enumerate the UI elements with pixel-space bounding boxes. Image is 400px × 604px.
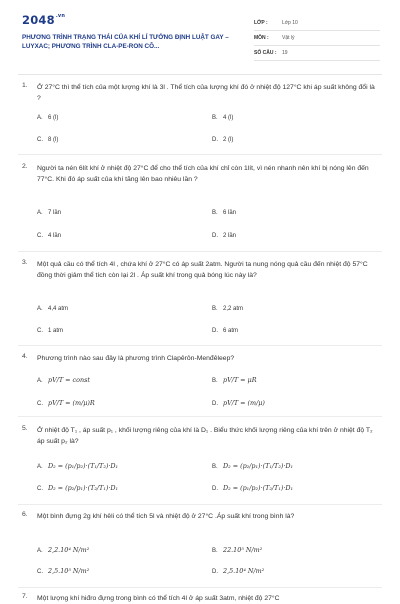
option-value: 2,5.10⁵ N/m² — [48, 567, 90, 575]
option-letter: A. — [37, 115, 43, 121]
option-text: 2 (l) — [223, 137, 234, 143]
option-a[interactable] — [37, 210, 61, 216]
worksheet-header — [0, 0, 400, 62]
option-b[interactable] — [212, 376, 257, 384]
mon-value: Vật lý — [282, 35, 295, 41]
option-letter: C. — [37, 401, 43, 407]
option-text: 4 (l) — [223, 115, 234, 121]
option-a[interactable] — [37, 462, 118, 470]
option-letter: C. — [37, 328, 43, 334]
mon-label: MÔN : — [254, 35, 269, 41]
option-letter: B. — [212, 378, 218, 384]
logo-suffix: .vn — [55, 13, 66, 19]
question-text: Phương trình nào sau đây là phương trình Clapêrôn-Menđêleep? — [37, 355, 235, 362]
meta-row-socau — [254, 46, 380, 61]
question-number: 4. — [22, 353, 28, 360]
option-letter: B. — [212, 464, 218, 470]
option-d[interactable] — [212, 484, 293, 492]
option-letter: D. — [212, 401, 218, 407]
option-text: 6 atm — [223, 328, 239, 334]
option-letter: C. — [37, 233, 43, 239]
question-text: Một lượng khí hiđro đựng trong bình có thể tích 4l ở áp suất 3atm, nhiệt độ 27°C — [37, 595, 280, 602]
option-formula: pV/T = (m/μ)R — [48, 399, 95, 407]
meta-row-lop — [254, 16, 380, 31]
option-text: 6 lần — [223, 210, 237, 216]
option-formula: D₂ = (p₁/p₂)·(T₂/T₁)·D₁ — [223, 484, 294, 492]
option-text: 7 lần — [48, 210, 62, 216]
option-formula: pV/T = (m/μ) — [223, 399, 265, 407]
question-number: 5. — [22, 425, 28, 432]
question-divider — [18, 416, 382, 417]
worksheet-title: PHƯƠNG TRÌNH TRẠNG THÁI CỦA KHÍ LÍ TƯỞNG ĐỊNH LUẬT GAY – LUYXAC; PHƯƠNG TRÌNH CLA-PE-RON CÔ... — [22, 34, 229, 50]
option-letter: A. — [37, 464, 43, 470]
question-number: 3. — [22, 259, 28, 266]
option-letter: A. — [37, 210, 43, 216]
socau-label: SỐ CÂU : — [254, 50, 277, 56]
question-number: 7. — [22, 593, 28, 600]
option-a[interactable] — [37, 115, 58, 121]
socau-value: 19 — [282, 50, 288, 56]
option-a[interactable] — [37, 306, 68, 312]
option-d[interactable] — [212, 328, 238, 334]
logo-text: 2048 — [22, 13, 55, 27]
option-text: 2 lần — [223, 233, 237, 239]
option-b[interactable] — [212, 462, 293, 470]
option-letter: D. — [212, 486, 218, 492]
option-letter: B. — [212, 306, 218, 312]
option-d[interactable] — [212, 137, 233, 143]
question-text: Người ta nén 6lít khí ở nhiệt độ 27°C để cho thể tích của khí chỉ còn 1lít, vì nén nhanh nên khí bị nóng lên đến 77°C. Khi đó áp suất của khí tăng lên bao nhiêu lần ? — [37, 165, 369, 183]
question-text: Ở nhiệt độ T₁ , áp suất p₁ , khối lượng riêng của khí là D₁ . Biểu thức khối lượng riêng của khí trên ở nhiệt độ T₂ áp suất p₂ là? — [37, 427, 373, 445]
site-logo[interactable] — [22, 13, 65, 27]
question-text: Một bình đựng 2g khí hêli có thể tích 5l và nhiệt độ ở 27°C .Áp suất khí trong bình là? — [37, 513, 295, 520]
option-a[interactable] — [37, 376, 90, 384]
option-letter: D. — [212, 137, 218, 143]
header-divider — [18, 74, 382, 75]
question-text: Một quả cầu có thể tích 4l , chứa khí ở 27°C có áp suất 2atm. Người ta nung nóng quả cầu đến nhiệt độ 57°C đồng thời giảm thể tích còn lại 2l . Áp suất khí trong quả bóng lúc này là? — [37, 261, 368, 279]
question-text: Ở 27°C thì thể tích của một lượng khí là 3l . Thể tích của lượng khí đó ở nhiệt độ 127°C khi áp suất không đổi là ? — [37, 84, 375, 102]
question-divider — [18, 587, 382, 588]
option-b[interactable] — [212, 306, 243, 312]
option-c[interactable] — [37, 567, 89, 575]
question-divider — [18, 251, 382, 252]
option-letter: D. — [212, 328, 218, 334]
option-letter: D. — [212, 233, 218, 239]
option-c[interactable] — [37, 328, 63, 334]
lop-value: Lớp 10 — [282, 20, 298, 26]
option-text: 1 atm — [48, 328, 64, 334]
question-divider — [18, 154, 382, 155]
option-letter: C. — [37, 137, 43, 143]
option-b[interactable] — [212, 546, 262, 554]
option-value: 22.10⁵ N/m² — [223, 546, 263, 554]
option-d[interactable] — [212, 399, 265, 407]
option-text: 4 lần — [48, 233, 62, 239]
option-letter: A. — [37, 548, 43, 554]
option-text: 8 (l) — [48, 137, 59, 143]
question-divider — [18, 345, 382, 346]
option-d[interactable] — [212, 567, 264, 575]
option-letter: C. — [37, 486, 43, 492]
meta-row-mon — [254, 31, 380, 46]
option-formula: pV/T = const — [48, 376, 90, 384]
question-number: 1. — [22, 82, 28, 89]
option-c[interactable] — [37, 399, 95, 407]
option-letter: C. — [37, 569, 43, 575]
option-letter: A. — [37, 306, 43, 312]
option-letter: B. — [212, 548, 218, 554]
option-value: 2,2.10⁴ N/m² — [48, 546, 90, 554]
option-b[interactable] — [212, 115, 233, 121]
option-formula: D₂ = (p₁/p₂)·(T₁/T₂)·D₁ — [48, 462, 119, 470]
option-c[interactable] — [37, 233, 61, 239]
option-b[interactable] — [212, 210, 236, 216]
option-formula: D₂ = (p₂/p₁)·(T₁/T₂)·D₁ — [223, 462, 294, 470]
option-letter: D. — [212, 569, 218, 575]
option-formula: D₂ = (p₂/p₁)·(T₂/T₁)·D₁ — [48, 484, 119, 492]
question-number: 2. — [22, 163, 28, 170]
option-c[interactable] — [37, 137, 58, 143]
option-a[interactable] — [37, 546, 89, 554]
option-letter: A. — [37, 378, 43, 384]
option-formula: pV/T = μR — [223, 376, 257, 384]
option-value: 2,5.10⁴ N/m² — [223, 567, 265, 575]
option-d[interactable] — [212, 233, 236, 239]
meta-panel — [254, 16, 380, 61]
option-text: 2,2 atm — [223, 306, 244, 312]
option-text: 6 (l) — [48, 115, 59, 121]
question-divider — [18, 504, 382, 505]
option-letter: B. — [212, 115, 218, 121]
option-text: 4,4 atm — [48, 306, 69, 312]
lop-label: LỚP : — [254, 20, 268, 26]
option-letter: B. — [212, 210, 218, 216]
option-c[interactable] — [37, 484, 118, 492]
question-number: 6. — [22, 511, 28, 518]
